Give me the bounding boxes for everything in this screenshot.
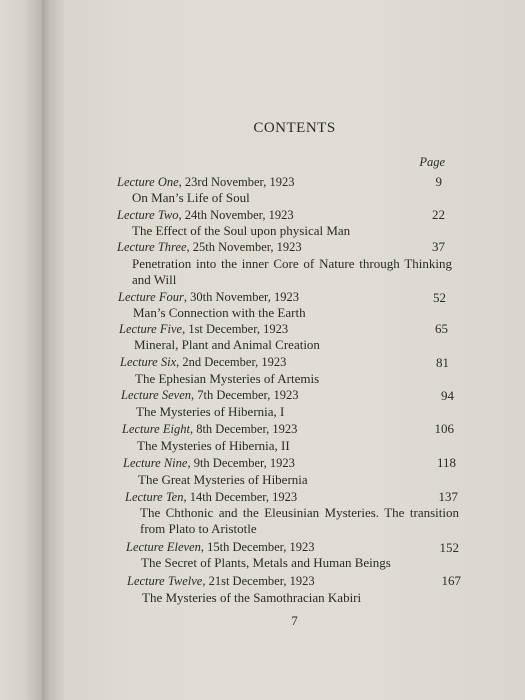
lecture-title: The Effect of the Soul upon physical Man	[132, 223, 351, 238]
lecture-date: , 14th December, 1923	[183, 490, 298, 504]
lecture-date-line	[117, 240, 302, 255]
lecture-title: The Mysteries of Hibernia, I	[136, 404, 285, 419]
lecture-date: , 15th December, 1923	[200, 540, 315, 554]
page-number: 81	[436, 355, 449, 370]
contents-page	[64, 0, 525, 700]
lecture-name: Lecture Eight	[122, 422, 190, 436]
lecture-date: , 21st December, 1923	[202, 574, 315, 588]
page-number: 137	[438, 489, 458, 504]
lecture-date-line	[117, 175, 294, 190]
lecture-name: Lecture Seven	[121, 388, 191, 402]
lecture-date: , 30th November, 1923	[183, 290, 299, 304]
lecture-name: Lecture Eleven	[126, 540, 201, 554]
lecture-date: , 1st December, 1923	[182, 322, 289, 336]
lecture-name: Lecture Two	[117, 208, 179, 222]
lecture-title: On Man’s Life of Soul	[132, 190, 250, 205]
lecture-title: The Chthonic and the Eleusinian Mysteries. The transition from Plato to Aristotle	[140, 505, 459, 536]
page-number: 65	[435, 321, 448, 336]
lecture-date-line	[127, 574, 315, 589]
lecture-date-line	[123, 456, 295, 471]
lecture-name: Lecture Four	[118, 290, 184, 304]
lecture-date: , 24th November, 1923	[178, 208, 294, 222]
page-number: 94	[441, 388, 454, 403]
page-number: 52	[433, 290, 446, 305]
lecture-title: Penetration into the inner Core of Nature through Thinking and Will	[132, 256, 452, 287]
lecture-name: Lecture One	[117, 175, 179, 189]
lecture-date-line	[122, 422, 297, 437]
lecture-title: The Ephesian Mysteries of Artemis	[135, 371, 320, 386]
lecture-date-line	[118, 290, 299, 305]
lecture-date-line	[121, 388, 298, 403]
lecture-date: , 23rd November, 1923	[178, 175, 295, 189]
lecture-title: The Secret of Plants, Metals and Human Beings	[141, 555, 391, 570]
lecture-name: Lecture Nine	[123, 456, 188, 470]
lecture-date: , 25th November, 1923	[186, 240, 302, 254]
lecture-date: , 9th December, 1923	[187, 456, 295, 470]
lecture-date-line	[126, 540, 315, 555]
lecture-date: , 2nd December, 1923	[176, 355, 287, 369]
lecture-title: The Mysteries of the Samothracian Kabiri	[142, 590, 362, 605]
lecture-name: Lecture Ten	[125, 490, 184, 504]
contents-heading: CONTENTS	[253, 120, 336, 136]
page-number: 22	[432, 207, 445, 222]
lecture-title: The Great Mysteries of Hibernia	[138, 472, 308, 487]
lecture-name: Lecture Twelve	[127, 574, 203, 588]
lecture-date: , 7th December, 1923	[191, 388, 299, 402]
lecture-name: Lecture Three	[117, 240, 187, 254]
lecture-name: Lecture Six	[120, 355, 177, 369]
page-number: 152	[439, 540, 459, 555]
folio-page-number: 7	[291, 613, 298, 628]
lecture-title: The Mysteries of Hibernia, II	[137, 438, 290, 453]
lecture-title: Man’s Connection with the Earth	[133, 305, 306, 320]
page-number: 167	[441, 573, 461, 588]
page-number: 106	[434, 421, 454, 436]
lecture-date-line	[120, 355, 286, 370]
lecture-name: Lecture Five	[119, 322, 183, 336]
book-gutter	[42, 0, 64, 700]
lecture-date: , 8th December, 1923	[189, 422, 298, 436]
lecture-title: Mineral, Plant and Animal Creation	[134, 337, 320, 352]
page-column-heading: Page	[419, 155, 445, 169]
facing-page-edge	[0, 0, 42, 700]
lecture-date-line	[117, 208, 294, 223]
page-number: 118	[436, 455, 456, 470]
page-number: 37	[432, 239, 445, 254]
lecture-date-line	[125, 490, 297, 505]
page-number: 9	[435, 174, 442, 189]
lecture-date-line	[119, 322, 288, 337]
